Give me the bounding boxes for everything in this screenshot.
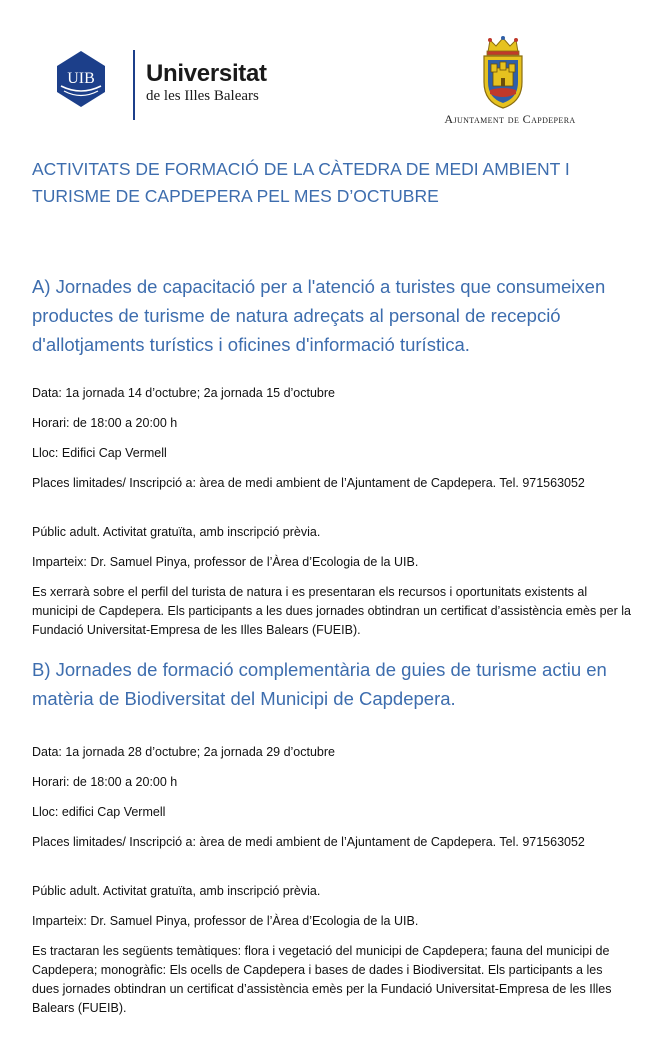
section-a-places: Places limitades/ Inscripció a: àrea de medi ambient de l’Ajuntament de Capdepera. Tel. 971563052 bbox=[32, 476, 585, 490]
uib-logo bbox=[55, 50, 285, 120]
section-b-lloc: Lloc: edifici Cap Vermell bbox=[32, 805, 166, 819]
section-a-imparteix: Imparteix: Dr. Samuel Pinya, professor de l’Àrea d’Ecologia de la UIB. bbox=[32, 555, 419, 569]
section-b-horari: Horari: de 18:00 a 20:00 h bbox=[32, 775, 178, 789]
section-b-imparteix: Imparteix: Dr. Samuel Pinya, professor de l’Àrea d’Ecologia de la UIB. bbox=[32, 914, 419, 928]
section-a-public: Públic adult. Activitat gratuïta, amb inscripció prèvia. bbox=[32, 525, 321, 539]
ajuntament-logo bbox=[425, 36, 595, 128]
section-a-data: Data: 1a jornada 14 d’octubre; 2a jornada 15 d’octubre bbox=[32, 386, 335, 400]
uib-name: Universitat bbox=[146, 60, 267, 87]
uib-shield-icon bbox=[55, 50, 107, 108]
section-a-descripcio: Es xerrarà sobre el perfil del turista de natura i es presentaran els recursos i oportunitats existents al municipi de Capdepera. Els participants a les dues jornades obtindran un certificat d’assistència emès per la Fundació Universitat-Empresa de les Illes Balears (FUEIB). bbox=[32, 585, 631, 637]
uib-subtitle: de les Illes Balears bbox=[146, 88, 259, 104]
section-a-heading: A) Jornades de capacitació per a l'atenció a turistes que consumeixen productes de turisme de natura adreçats al personal de recepció d'allotjaments turístics i oficines d'informació turística. bbox=[32, 276, 606, 355]
uib-emblem-text: UIB bbox=[67, 70, 95, 87]
coat-of-arms-icon bbox=[478, 36, 528, 110]
section-b-descripcio: Es tractaran les següents temàtiques: flora i vegetació del municipi de Capdepera; fauna del municipi de Capdepera; monogràfic: Els ocells de Capdepera i bases de dades i Biodiversitat. Els participants a les dues jornades obtindran un certificat d’assistència emès per la Fundació Universitat-Empresa de les Illes Balears (FUEIB). bbox=[32, 944, 612, 1015]
section-b-heading: B) Jornades de formació complementària de guies de turisme actiu en matèria de Biodiversitat del Municipi de Capdepera. bbox=[32, 659, 607, 709]
section-b-data: Data: 1a jornada 28 d’octubre; 2a jornada 29 d’octubre bbox=[32, 745, 335, 759]
section-a-lloc: Lloc: Edifici Cap Vermell bbox=[32, 446, 167, 460]
section-b-places: Places limitades/ Inscripció a: àrea de medi ambient de l’Ajuntament de Capdepera. Tel. 971563052 bbox=[32, 835, 585, 849]
section-a-horari: Horari: de 18:00 a 20:00 h bbox=[32, 416, 178, 430]
uib-divider bbox=[133, 50, 135, 120]
ajuntament-name: Ajuntament de Capdepera bbox=[444, 112, 576, 126]
section-b-public: Públic adult. Activitat gratuïta, amb inscripció prèvia. bbox=[32, 884, 321, 898]
page-title: ACTIVITATS DE FORMACIÓ DE LA CÀTEDRA DE MEDI AMBIENT I TURISME DE CAPDEPERA PEL MES D’OCTUBRE bbox=[32, 159, 570, 206]
